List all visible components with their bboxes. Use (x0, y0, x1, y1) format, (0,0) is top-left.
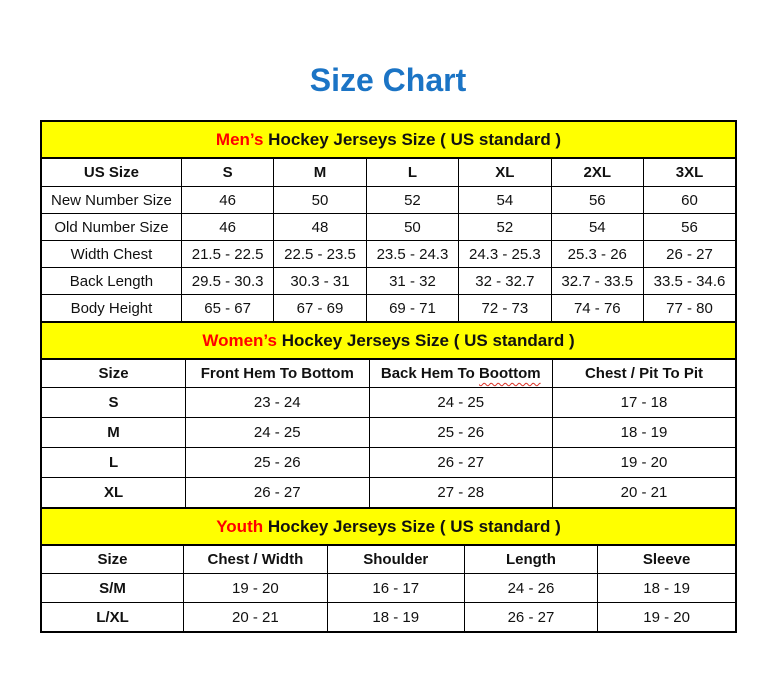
size-value-cell: 24 - 25 (369, 388, 552, 418)
row-label-cell: Old Number Size (41, 214, 181, 241)
column-header: 3XL (644, 158, 737, 187)
size-value-cell: 60 (644, 187, 737, 214)
row-label-cell: Back Length (41, 268, 181, 295)
row-label-cell: M (41, 418, 186, 448)
section-heading-highlight: Women’s (202, 330, 277, 350)
row-label-cell: L/XL (41, 603, 183, 633)
table-row (41, 603, 736, 633)
size-value-cell: 52 (459, 214, 551, 241)
size-value-cell: 32.7 - 33.5 (551, 268, 643, 295)
mens-size-table (40, 120, 737, 323)
size-value-cell: 19 - 20 (183, 574, 327, 603)
section-banner-mens (41, 121, 736, 158)
table-body (41, 574, 736, 633)
size-value-cell: 18 - 19 (598, 574, 736, 603)
size-value-cell: 56 (551, 187, 643, 214)
size-value-cell: 30.3 - 31 (274, 268, 366, 295)
size-value-cell: 74 - 76 (551, 295, 643, 323)
size-value-cell: 48 (274, 214, 366, 241)
column-header: Size (41, 359, 186, 388)
page-title: Size Chart (309, 62, 467, 98)
table-row (41, 574, 736, 603)
section-heading-text: Hockey Jerseys Size ( US standard ) (263, 516, 561, 536)
size-value-cell: 69 - 71 (366, 295, 458, 323)
size-value-cell: 22.5 - 23.5 (274, 241, 366, 268)
size-value-cell: 20 - 21 (183, 603, 327, 633)
size-value-cell: 23.5 - 24.3 (366, 241, 458, 268)
size-tables-container (40, 120, 737, 633)
size-value-cell: 31 - 32 (366, 268, 458, 295)
size-value-cell: 67 - 69 (274, 295, 366, 323)
size-value-cell: 21.5 - 22.5 (181, 241, 273, 268)
section-heading-highlight: Youth (216, 516, 264, 536)
row-label-cell: XL (41, 478, 186, 509)
spellcheck-wavy-text: Boottom (478, 365, 541, 382)
size-value-cell: 26 - 27 (464, 603, 597, 633)
column-header: Length (464, 545, 597, 574)
size-value-cell: 19 - 20 (552, 448, 736, 478)
size-value-cell: 19 - 20 (598, 603, 736, 633)
table-body (41, 187, 736, 323)
section-heading-youth (41, 508, 736, 545)
size-value-cell: 25.3 - 26 (551, 241, 643, 268)
size-value-cell: 77 - 80 (644, 295, 737, 323)
section-banner-youth (41, 508, 736, 545)
size-value-cell: 24 - 25 (186, 418, 369, 448)
size-value-cell: 20 - 21 (552, 478, 736, 509)
size-value-cell: 72 - 73 (459, 295, 551, 323)
section-heading-text: Hockey Jerseys Size ( US standard ) (263, 129, 562, 149)
size-value-cell: 23 - 24 (186, 388, 369, 418)
size-value-cell: 27 - 28 (369, 478, 552, 509)
size-value-cell: 50 (366, 214, 458, 241)
size-value-cell: 54 (551, 214, 643, 241)
table-row (41, 388, 736, 418)
size-value-cell: 52 (366, 187, 458, 214)
table-row (41, 418, 736, 448)
column-header-row (41, 158, 736, 187)
column-header: Size (41, 545, 183, 574)
size-value-cell: 26 - 27 (186, 478, 369, 509)
section-heading-highlight: Men’s (215, 129, 264, 149)
section-heading-womens (41, 322, 736, 359)
size-value-cell: 26 - 27 (644, 241, 737, 268)
row-label-cell: Width Chest (41, 241, 181, 268)
size-value-cell: 26 - 27 (369, 448, 552, 478)
column-header-row (41, 545, 736, 574)
size-value-cell: 65 - 67 (181, 295, 273, 323)
table-row (41, 241, 736, 268)
table-row (41, 448, 736, 478)
row-label-cell: Body Height (41, 295, 181, 323)
row-label-cell: L (41, 448, 186, 478)
table-row (41, 478, 736, 509)
size-value-cell: 16 - 17 (327, 574, 464, 603)
table-row (41, 187, 736, 214)
size-value-cell: 29.5 - 30.3 (181, 268, 273, 295)
column-header: Shoulder (327, 545, 464, 574)
section-heading-text: Hockey Jerseys Size ( US standard ) (276, 330, 575, 350)
size-value-cell: 54 (459, 187, 551, 214)
column-header: Sleeve (598, 545, 736, 574)
size-value-cell: 18 - 19 (327, 603, 464, 633)
column-header: 2XL (551, 158, 643, 187)
section-banner-womens (41, 322, 736, 359)
table-row (41, 268, 736, 295)
table-row (41, 214, 736, 241)
column-header-text: Back Hem To (380, 365, 479, 382)
size-value-cell: 25 - 26 (186, 448, 369, 478)
column-header: Chest / Pit To Pit (552, 359, 736, 388)
column-header: M (274, 158, 366, 187)
column-header-row (41, 359, 736, 388)
size-value-cell: 46 (181, 187, 273, 214)
size-value-cell: 32 - 32.7 (459, 268, 551, 295)
row-label-cell: S (41, 388, 186, 418)
size-value-cell: 25 - 26 (369, 418, 552, 448)
column-header: L (366, 158, 458, 187)
table-body (41, 388, 736, 509)
size-value-cell: 33.5 - 34.6 (644, 268, 737, 295)
size-value-cell: 46 (181, 214, 273, 241)
size-value-cell: 17 - 18 (552, 388, 736, 418)
column-header: Chest / Width (183, 545, 327, 574)
size-value-cell: 24.3 - 25.3 (459, 241, 551, 268)
row-label-cell: New Number Size (41, 187, 181, 214)
column-header: S (181, 158, 273, 187)
column-header: XL (459, 158, 551, 187)
womens-size-table (40, 321, 737, 509)
column-header: Front Hem To Bottom (186, 359, 369, 388)
size-value-cell: 18 - 19 (552, 418, 736, 448)
size-value-cell: 56 (644, 214, 737, 241)
row-label-cell: S/M (41, 574, 183, 603)
column-header: US Size (41, 158, 181, 187)
size-value-cell: 24 - 26 (464, 574, 597, 603)
table-row (41, 295, 736, 323)
size-value-cell: 50 (274, 187, 366, 214)
section-heading-mens (41, 121, 736, 158)
column-header (369, 359, 552, 388)
youth-size-table (40, 507, 737, 633)
